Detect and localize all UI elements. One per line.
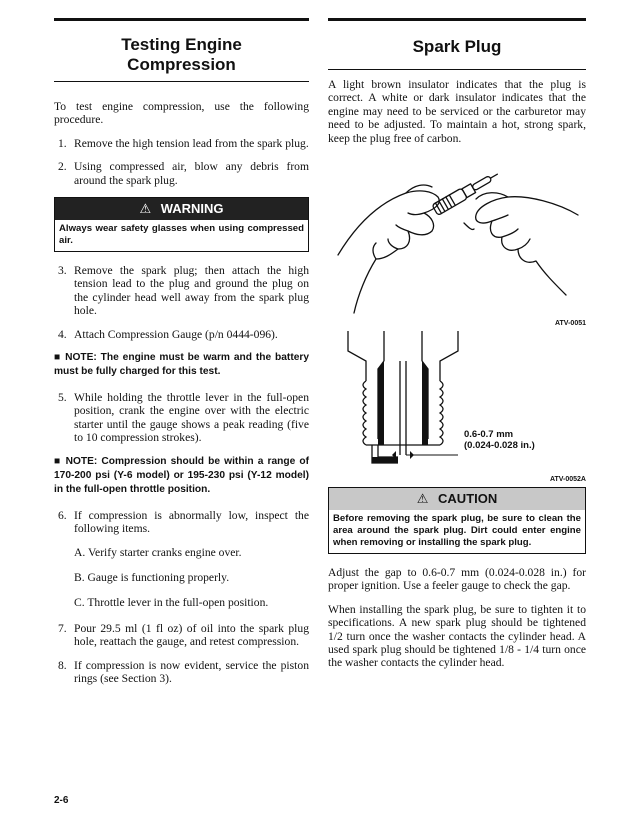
step-text: Attach Compression Gauge (p/n 0444-096). <box>74 327 278 341</box>
hands-holding-plug-illustration <box>328 155 586 315</box>
note-engine-warm <box>54 351 309 379</box>
caution-text: Before removing the spark plug, be sure to clean the area around the spark plug. Dirt could enter engine when removing or installing the spark plug. <box>333 513 581 549</box>
sub-item: C. Throttle lever in the full-open position. <box>74 596 269 610</box>
step-number: 7. <box>58 621 67 635</box>
caution-label: CAUTION <box>438 491 498 507</box>
step-text: Remove the spark plug; then attach the high tension lead to the plug and ground the plug on the cylinder head well away from the spark plug hole. <box>74 264 309 318</box>
caution-box <box>328 487 586 554</box>
title-line-2: Compression <box>127 55 236 74</box>
figure-spark-plug-inspection <box>328 155 586 328</box>
section-top-rule <box>54 18 309 21</box>
section-title-spark-plug: Spark Plug <box>412 37 502 56</box>
step-item <box>54 509 309 536</box>
step-number: 6. <box>58 508 67 522</box>
figure-caption-atv-0052a: ATV-0052A <box>549 476 586 484</box>
insulator-paragraph: A light brown insulator indicates that the plug is correct. A white or dark insulator indicates that the engine may need to be serviced or the carburetor may need to be adjusted. To maintain a hot, strong spark, keep the plug free of carbon. <box>328 78 586 145</box>
section-title-rule <box>328 69 586 70</box>
left-column <box>54 18 309 695</box>
section-title-compression <box>54 35 309 75</box>
steps-list-a <box>54 137 309 187</box>
sub-item: B. Gauge is functioning properly. <box>74 570 230 584</box>
figure-caption-atv-0051: ATV-0051 <box>555 320 586 328</box>
step-number: 3. <box>58 264 67 278</box>
warning-header <box>55 198 308 220</box>
figure-spark-plug-gap <box>328 331 586 485</box>
warning-text: Always wear safety glasses when using compressed air. <box>59 223 304 247</box>
step-number: 2. <box>58 160 67 174</box>
step-number: 8. <box>58 658 67 672</box>
step-text: Using compressed air, blow any debris from around the spark plug. <box>74 160 309 187</box>
step-item <box>54 622 309 649</box>
warning-label: WARNING <box>160 201 224 217</box>
step-text: If compression is abnormally low, inspect the following items. <box>74 508 309 536</box>
caution-header <box>329 488 585 510</box>
step-text: Pour 29.5 ml (1 fl oz) of oil into the spark plug hole, reattach the gauge, and retest compression. <box>74 621 309 649</box>
note-text: NOTE: Compression should be within a range of 170-200 psi (Y-6 model) or 195-230 psi (Y-12 model) in the full-open throttle position. <box>54 455 309 495</box>
gap-spec-imperial: (0.024-0.028 in.) <box>464 440 535 452</box>
gap-paragraph: Adjust the gap to 0.6-0.7 mm (0.024-0.028 in.) for proper ignition. Use a feeler gauge to check the gap. <box>328 566 586 593</box>
install-paragraph: When installing the spark plug, be sure to tighten it to specifications. A new spark plug should be tightened 1/2 turn once the washer contacts the cylinder head. A used spark plug should be tightened 1/8 - 1/4 turn once the washer contacts the cylinder head. <box>328 602 586 670</box>
step-number: 5. <box>58 391 67 405</box>
warning-triangle-icon: ⚠ <box>139 201 152 217</box>
page-number: 2-6 <box>54 795 69 806</box>
steps-list-e <box>54 622 309 686</box>
step-text: If compression is now evident, service the piston rings (see Section 3). <box>74 658 309 685</box>
gap-spec-metric: 0.6-0.7 mm <box>464 429 514 441</box>
sub-item: A. Verify starter cranks engine over. <box>74 545 242 559</box>
intro-paragraph: To test engine compression, use the following procedure. <box>54 100 309 127</box>
step-item <box>54 328 309 341</box>
steps-list-b <box>54 264 309 341</box>
step-text: Remove the high tension lead from the spark plug. <box>74 136 309 150</box>
section-top-rule <box>328 18 586 21</box>
note-text: NOTE: The engine must be warm and the battery must be fully charged for this test. <box>54 352 310 378</box>
note-compression-range <box>54 455 309 497</box>
step-text: While holding the throttle lever in the full-open position, crank the engine over with the electric starter until the gauge shows a peak reading (five to 10 compression strokes). <box>74 391 309 445</box>
note-bullet-icon: ■ <box>54 352 62 364</box>
note-bullet-icon: ■ <box>54 455 62 467</box>
right-column <box>328 18 586 680</box>
step-item <box>54 659 309 686</box>
step-item <box>54 160 309 187</box>
steps-list-c <box>54 391 309 445</box>
step-item <box>54 391 309 445</box>
step-item <box>54 137 309 150</box>
steps-list-d <box>54 509 309 536</box>
step-number: 4. <box>58 327 67 341</box>
step-number: 1. <box>58 136 67 150</box>
section-title-rule <box>54 81 309 82</box>
gap-spec-label <box>464 429 535 451</box>
warning-box <box>54 197 309 252</box>
caution-triangle-icon: ⚠ <box>416 491 429 507</box>
title-line-1: Testing Engine <box>121 35 242 54</box>
spark-plug-cross-section <box>328 331 586 471</box>
step-item <box>54 264 309 318</box>
